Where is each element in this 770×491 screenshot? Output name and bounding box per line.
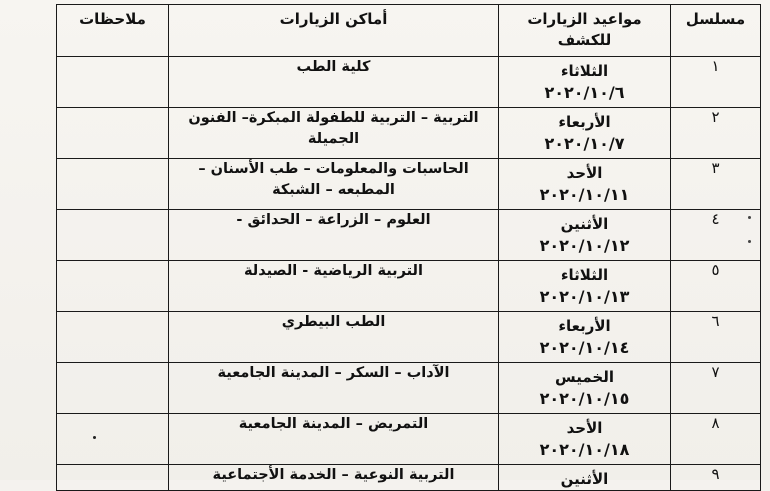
row-place: الحاسبات والمعلومات – طب الأسنان – المطبعه – الشبكة: [169, 159, 499, 210]
table-row: [57, 363, 761, 414]
row-serial: ٥: [671, 261, 761, 312]
row-date-cell: [499, 465, 671, 491]
row-place: العلوم – الزراعة – الحدائق -: [169, 210, 499, 261]
row-day: الخميس: [555, 368, 614, 386]
table-row: [57, 210, 761, 261]
row-day: الثلاثاء: [560, 266, 609, 284]
pen-dot-mark: [93, 436, 96, 439]
row-serial: ٧: [671, 363, 761, 414]
row-day: الأربعاء: [558, 317, 611, 335]
header-notes: ملاحظات: [57, 5, 169, 57]
visits-schedule-table: [56, 4, 761, 491]
row-date-cell: [499, 159, 671, 210]
row-notes: [57, 210, 169, 261]
row-notes: [57, 312, 169, 363]
row-day: الثلاثاء: [560, 62, 609, 80]
row-serial: ٤: [671, 210, 761, 261]
table-row: [57, 261, 761, 312]
row-date: ٢٠٢٠/١٠/٧: [544, 134, 625, 153]
row-date: ٢٠٢٠/١٠/١٤: [539, 338, 630, 357]
row-date: ٢٠٢٠/١٠/٦: [544, 83, 625, 102]
row-date-cell: [499, 312, 671, 363]
table-row: [57, 108, 761, 159]
row-serial: ١: [671, 57, 761, 108]
row-notes: [57, 57, 169, 108]
header-visit-places: أماكن الزيارات: [169, 5, 499, 57]
row-notes: [57, 108, 169, 159]
table-row: [57, 465, 761, 491]
row-date: ٢٠٢٠/١٠/١٣: [539, 287, 630, 306]
table-row: [57, 159, 761, 210]
row-serial: ٦: [671, 312, 761, 363]
row-serial: ٢: [671, 108, 761, 159]
scan-speck: [748, 216, 751, 219]
row-notes: [57, 414, 169, 465]
table-header-row: [57, 5, 761, 57]
header-serial: مسلسل: [671, 5, 761, 57]
row-place: الطب البيطري: [169, 312, 499, 363]
row-date: ٢٠٢٠/١٠/١٨: [539, 440, 630, 459]
row-place: التمريض – المدينة الجامعية: [169, 414, 499, 465]
row-day: الأحد: [566, 164, 603, 182]
header-visit-date: مواعيد الزيارات للكشف: [499, 5, 671, 57]
row-place: الآداب – السكر – المدينة الجامعية: [169, 363, 499, 414]
row-day: الأربعاء: [558, 113, 611, 131]
row-serial: ٣: [671, 159, 761, 210]
row-notes: [57, 363, 169, 414]
row-day: الأحد: [566, 419, 603, 437]
row-date-cell: [499, 210, 671, 261]
row-notes: [57, 261, 169, 312]
row-serial: ٩: [671, 465, 761, 491]
row-date: ٢٠٢٠/١٠/١٢: [539, 236, 630, 255]
table-row: [57, 414, 761, 465]
scan-speck: [748, 240, 751, 243]
row-date-cell: [499, 363, 671, 414]
row-date-cell: [499, 414, 671, 465]
row-place: التربية النوعية – الخدمة الأجتماعية: [169, 465, 499, 491]
row-date-cell: [499, 261, 671, 312]
row-date-cell: [499, 108, 671, 159]
row-date: ٢٠٢٠/١٠/١٥: [539, 389, 630, 408]
table-row: [57, 312, 761, 363]
row-serial: ٨: [671, 414, 761, 465]
row-date-cell: [499, 57, 671, 108]
row-place: كلية الطب: [169, 57, 499, 108]
table-row: [57, 57, 761, 108]
row-notes: [57, 159, 169, 210]
row-place: التربية الرياضية - الصيدلة: [169, 261, 499, 312]
row-place: التربية – التربية للطفولة المبكرة– الفنون الجميلة: [169, 108, 499, 159]
row-day: الأثنين: [560, 215, 609, 233]
row-notes: [57, 465, 169, 491]
row-date: ٢٠٢٠/١٠/١١: [539, 185, 630, 204]
row-day: الأثنين: [560, 470, 609, 488]
